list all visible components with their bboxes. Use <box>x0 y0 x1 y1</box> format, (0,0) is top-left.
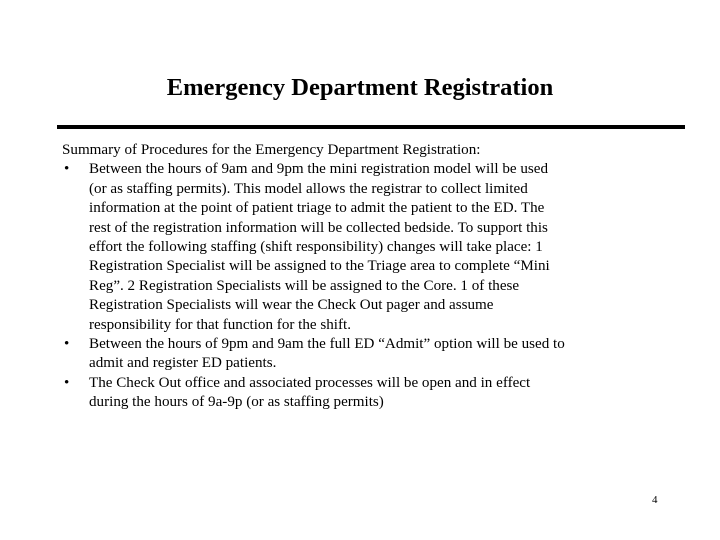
bullet-line: Registration Specialists will wear the Check Out pager and assume <box>89 297 494 314</box>
title-divider <box>57 125 685 129</box>
bullet-line: admit and register ED patients. <box>89 355 277 372</box>
bullet-line: The Check Out office and associated processes will be open and in effect <box>89 374 531 391</box>
bullet-line: during the hours of 9a-9p (or as staffing permits) <box>89 394 384 411</box>
bullet-line: (or as staffing permits). This model allows the registrar to collect limited <box>89 180 528 197</box>
bullet-icon: • <box>64 374 70 391</box>
bullet-line: responsibility for that function for the shift. <box>89 316 351 333</box>
bullet-item-full-admit <box>62 335 672 374</box>
bullet-line: rest of the registration information will be collected bedside. To support this <box>89 219 548 236</box>
bullet-icon: • <box>64 161 70 178</box>
bullet-item-check-out-office <box>62 374 672 413</box>
bullet-line: information at the point of patient triage to admit the patient to the ED. The <box>89 200 545 217</box>
summary-heading: Summary of Procedures for the Emergency Department Registration: <box>62 142 481 158</box>
bullet-line: Between the hours of 9am and 9pm the mini registration model will be used <box>89 161 549 178</box>
bullet-line: Between the hours of 9pm and 9am the full ED “Admit” option will be used to <box>89 336 565 353</box>
bullet-item-mini-registration <box>62 160 672 335</box>
bullet-line: effort the following staffing (shift responsibility) changes will take place: 1 <box>89 239 543 256</box>
slide-body <box>62 141 672 413</box>
bullet-line: Reg”. 2 Registration Specialists will be assigned to the Core. 1 of these <box>89 277 520 294</box>
page-number: 4 <box>652 494 658 506</box>
slide-title: Emergency Department Registration <box>166 74 554 101</box>
bullet-list <box>62 160 672 412</box>
bullet-line: Registration Specialist will be assigned to the Triage area to complete “Mini <box>89 258 550 275</box>
bullet-icon: • <box>64 336 70 353</box>
